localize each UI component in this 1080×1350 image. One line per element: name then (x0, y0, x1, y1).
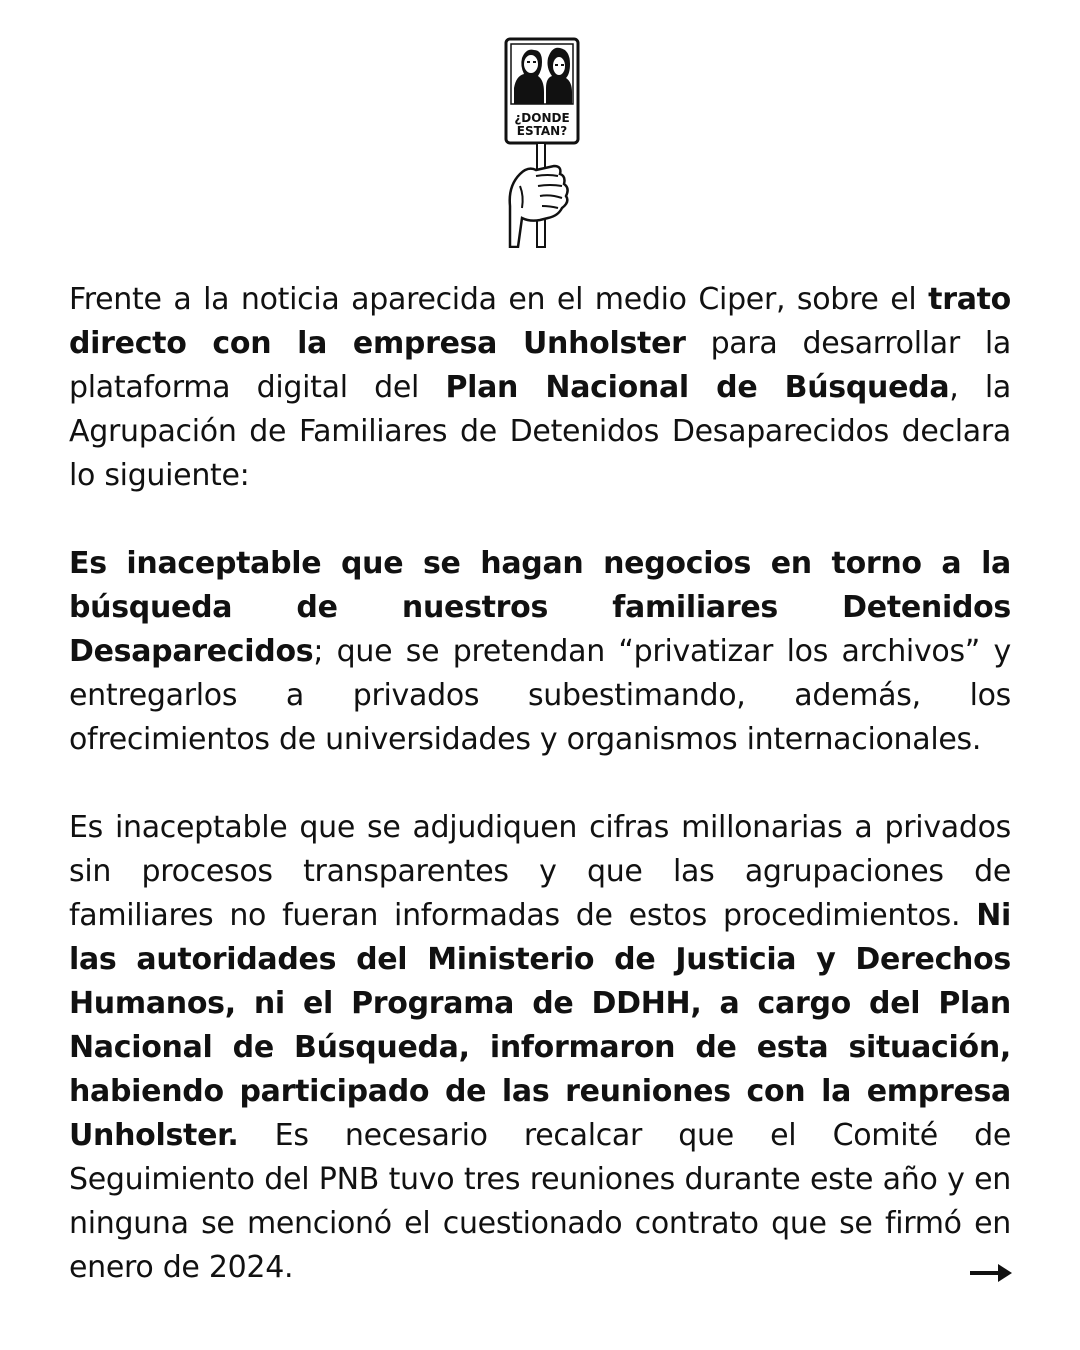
text-segment: , la Agrupación de Familiares de Detenidos Desaparecidos declara lo siguiente: (69, 370, 1011, 493)
next-arrow-button[interactable] (968, 1262, 1014, 1284)
text-segment: Es inaceptable que se adjudiquen cifras millonarias a privados sin procesos transparentes y que las agrupaciones de familiares no fueran informadas de estos procedimientos. (69, 810, 1011, 933)
paragraph-1 (69, 278, 1011, 498)
arrow-right-icon (968, 1262, 1014, 1284)
bold-segment: Plan Nacional de Búsqueda (445, 370, 950, 405)
bold-segment: Ni las autoridades del Ministerio de Justicia y Derechos Humanos, ni el Programa de DDHH, a cargo del Plan Nacional de Búsqueda, informaron de esta situación, habiendo participado de las reuniones con la empresa Unholster. (69, 898, 1011, 1153)
paragraph-2 (69, 542, 1011, 762)
agrupacion-logo (500, 36, 584, 248)
sign-text-line2: ESTAN? (516, 124, 568, 138)
statement-body (69, 278, 1011, 1334)
text-segment: Es necesario recalcar que el Comité de Seguimiento del PNB tuvo tres reuniones durante este año y en ninguna se mencionó el cuestionado contrato que se firmó en enero de 2024. (69, 1118, 1011, 1285)
protest-sign-icon (500, 36, 584, 248)
bold-segment: trato directo con la empresa Unholster (69, 282, 1011, 361)
text-segment: Frente a la noticia aparecida en el medio Ciper, sobre el (69, 282, 929, 317)
sign-text-line1: ¿DONDE (514, 111, 570, 125)
bold-segment: Es inaceptable que se hagan negocios en torno a la búsqueda de nuestros familiares Detenidos Desaparecidos (69, 546, 1011, 669)
paragraph-3 (69, 806, 1011, 1290)
text-segment: para desarrollar la plataforma digital del (69, 326, 1011, 405)
text-segment: ; que se pretendan “privatizar los archivos” y entregarlos a privados subestimando, además, los ofrecimientos de universidades y organismos internacionales. (69, 634, 1011, 757)
